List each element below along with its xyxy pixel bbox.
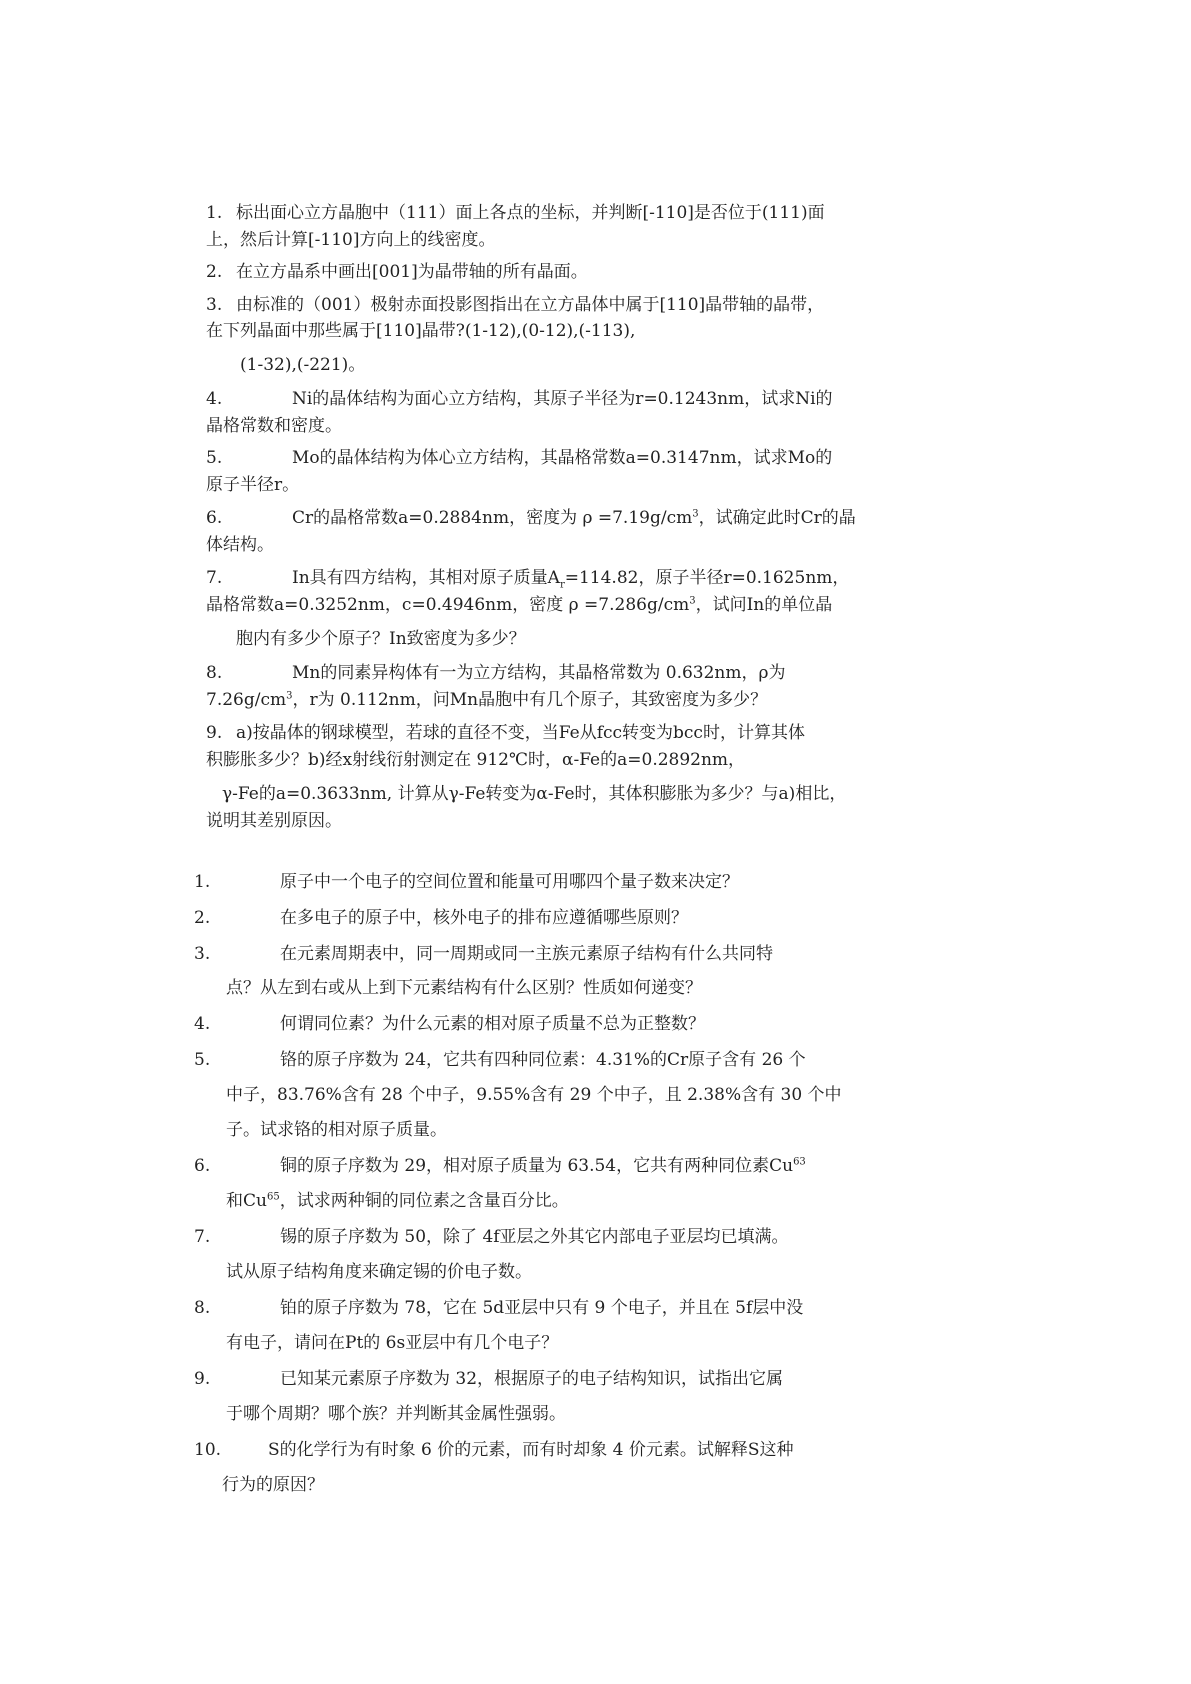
question-4-line-2: 晶格常数和密度。 (206, 416, 342, 436)
question-8-line-2 (206, 688, 767, 712)
question-9-line-4: 说明其差别原因。 (206, 811, 342, 831)
question-5-line-2: 原子半径r。 (206, 475, 300, 495)
question-10-line-1 (194, 1438, 794, 1462)
question-number: 4. (206, 389, 223, 409)
question-number: 1. (206, 203, 223, 223)
question-3-line-1 (194, 942, 773, 966)
question-text: 标出面心立方晶胞中（111）面上各点的坐标，并判断[-110]是否位于(111)面 (236, 203, 825, 223)
question-number: 9. (206, 723, 223, 743)
question-text: 铬的原子序数为 24，它共有四种同位素：4.31%的Cr原子含有 26 个 (280, 1050, 806, 1070)
question-number: 9. (194, 1369, 211, 1389)
question-text: 7.26g/cm (206, 690, 287, 710)
question-10-line-2: 行为的原因？ (222, 1475, 324, 1495)
question-number: 4. (194, 1014, 211, 1034)
question-6-line-1 (194, 1154, 806, 1178)
question-3-line-1 (206, 293, 824, 317)
question-text: 锡的原子序数为 50，除了 4f亚层之外其它内部电子亚层均已填满。 (280, 1227, 789, 1247)
question-number: 7. (194, 1227, 211, 1247)
question-5-line-3: 子。试求铬的相对原子质量。 (226, 1120, 447, 1140)
question-2-line-1 (194, 906, 688, 930)
question-3-line-2: 点？从左到右或从上到下元素结构有什么区别？性质如何递变？ (226, 978, 702, 998)
question-3-line-2: 在下列晶面中那些属于[110]晶带?(1-12),(0-12),(-113), (206, 321, 636, 341)
question-7-line-2: 试从原子结构角度来确定锡的价电子数。 (226, 1262, 532, 1282)
subscript: r (559, 579, 565, 591)
question-5-line-2: 中子，83.76%含有 28 个中子，9.55%含有 29 个中子，且 2.38%含有 30 个中 (226, 1085, 842, 1105)
question-number: 8. (206, 663, 223, 683)
question-9-line-1 (206, 721, 805, 745)
question-text: 原子中一个电子的空间位置和能量可用哪四个量子数来决定？ (280, 872, 739, 892)
question-text: Mo的晶体结构为体心立方结构，其晶格常数a=0.3147nm，试求Mo的 (292, 448, 833, 468)
superscript: 65 (266, 1191, 280, 1203)
question-number: 6. (194, 1156, 211, 1176)
question-number: 3. (194, 944, 211, 964)
question-5-line-1 (194, 1048, 806, 1072)
question-6-line-1 (206, 506, 856, 530)
question-2-line-1 (206, 260, 588, 284)
question-text: =114.82，原子半径r=0.1625nm， (564, 568, 850, 588)
superscript: 3 (692, 508, 699, 520)
question-number: 2. (194, 908, 211, 928)
question-text: 晶格常数a=0.3252nm，c=0.4946nm，密度 ρ =7.286g/cm (206, 595, 690, 615)
question-9-line-2: 积膨胀多少？b)经x射线衍射测定在 912℃时，α-Fe的a=0.2892nm， (206, 750, 746, 770)
question-text: 在元素周期表中，同一周期或同一主族元素原子结构有什么共同特 (280, 944, 773, 964)
superscript: 3 (286, 690, 293, 702)
question-5-line-1 (206, 446, 832, 470)
question-4-line-1 (206, 387, 833, 411)
question-text: In具有四方结构，其相对原子质量A (292, 568, 560, 588)
question-text: 在多电子的原子中，核外电子的排布应遵循哪些原则？ (280, 908, 688, 928)
question-number: 2. (206, 262, 223, 282)
question-text: a)按晶体的钢球模型，若球的直径不变，当Fe从fcc转变为bcc时，计算其体 (236, 723, 805, 743)
question-text: 铜的原子序数为 29，相对原子质量为 63.54，它共有两种同位素Cu (280, 1156, 794, 1176)
question-8-line-1 (194, 1296, 803, 1320)
question-number: 10. (194, 1440, 222, 1460)
question-1-line-1 (206, 201, 825, 225)
question-number: 5. (194, 1050, 211, 1070)
question-8-line-1 (206, 661, 786, 685)
question-9-line-2: 于哪个周期？哪个族？并判断其金属性强弱。 (226, 1404, 566, 1424)
question-number: 7. (206, 568, 223, 588)
question-text: S的化学行为有时象 6 价的元素，而有时却象 4 价元素。试解释S这种 (268, 1440, 794, 1460)
question-text: ，试确定此时Cr的晶 (698, 508, 856, 528)
question-3-line-3: (1-32),(-221)。 (240, 355, 366, 375)
question-4-line-1 (194, 1012, 705, 1036)
question-text: Ni的晶体结构为面心立方结构，其原子半径为r=0.1243nm，试求Ni的 (292, 389, 833, 409)
question-number: 8. (194, 1298, 211, 1318)
question-number: 3. (206, 295, 223, 315)
question-text: ，试问In的单位晶 (695, 595, 833, 615)
question-7-line-1 (206, 566, 849, 590)
question-6-line-2: 体结构。 (206, 535, 274, 555)
superscript: 3 (689, 595, 696, 607)
question-number: 6. (206, 508, 223, 528)
question-7-line-3: 胞内有多少个原子？In致密度为多少？ (236, 629, 526, 649)
question-text: ，r为 0.112nm，问Mn晶胞中有几个原子，其致密度为多少？ (292, 690, 768, 710)
question-1-line-1 (194, 870, 739, 894)
superscript: 63 (793, 1156, 806, 1168)
question-text: 在立方晶系中画出[001]为晶带轴的所有晶面。 (236, 262, 588, 282)
question-6-line-2 (226, 1189, 569, 1213)
question-8-line-2: 有电子，请问在Pt的 6s亚层中有几个电子？ (226, 1333, 559, 1353)
question-text: Cr的晶格常数a=0.2884nm，密度为 ρ =7.19g/cm (292, 508, 693, 528)
question-7-line-2 (206, 593, 832, 617)
question-text: 由标准的（001）极射赤面投影图指出在立方晶体中属于[110]晶带轴的晶带， (236, 295, 825, 315)
question-1-line-2: 上，然后计算[-110]方向上的线密度。 (206, 230, 496, 250)
question-text: 何谓同位素？为什么元素的相对原子质量不总为正整数？ (280, 1014, 705, 1034)
question-text: Mn的同素异构体有一为立方结构，其晶格常数为 0.632nm，ρ为 (292, 663, 786, 683)
question-text: 已知某元素原子序数为 32，根据原子的电子结构知识，试指出它属 (280, 1369, 784, 1389)
question-7-line-1 (194, 1225, 789, 1249)
question-9-line-1 (194, 1367, 783, 1391)
question-number: 5. (206, 448, 223, 468)
question-text: 和Cu (226, 1191, 267, 1211)
question-text: ，试求两种铜的同位素之含量百分比。 (279, 1191, 569, 1211)
question-text: 铂的原子序数为 78，它在 5d亚层中只有 9 个电子，并且在 5f层中没 (280, 1298, 804, 1318)
question-9-line-3: γ-Fe的a=0.3633nm, 计算从γ-Fe转变为α-Fe时，其体积膨胀为多少？与a)相比， (222, 784, 847, 804)
question-number: 1. (194, 872, 211, 892)
